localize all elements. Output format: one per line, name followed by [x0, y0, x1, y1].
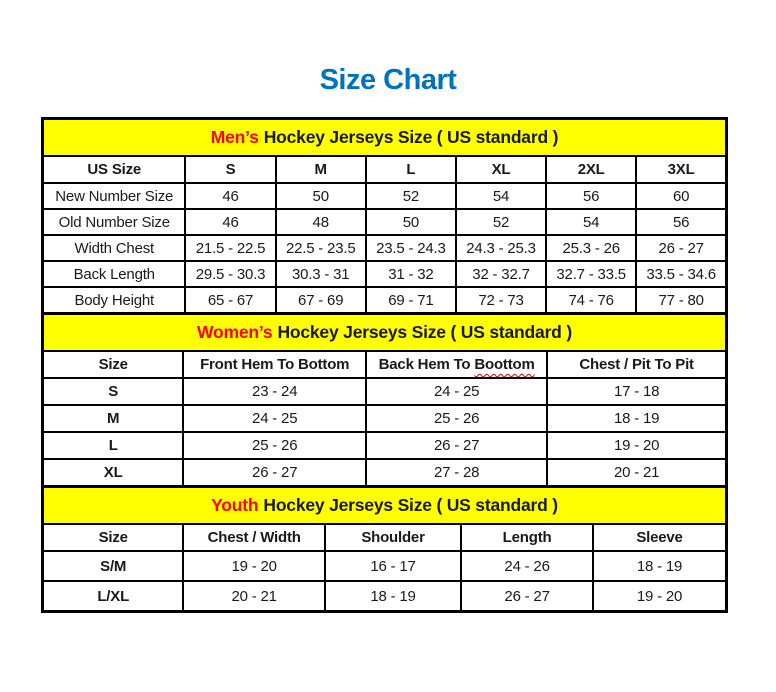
mens-header-row — [43, 156, 727, 183]
column-header: S — [185, 156, 275, 183]
cell-value: 25.3 - 26 — [546, 235, 636, 261]
cell-value: 30.3 - 31 — [276, 261, 366, 287]
cell-value: 26 - 27 — [461, 581, 593, 612]
column-header: 2XL — [546, 156, 636, 183]
mens-size-table — [41, 117, 728, 315]
cell-value: 20 - 21 — [547, 459, 726, 487]
column-header: Front Hem To Bottom — [183, 351, 366, 378]
column-header: Shoulder — [325, 524, 461, 551]
cell-value: 18 - 19 — [593, 551, 726, 581]
cell-value: 23 - 24 — [183, 378, 366, 405]
womens-title-text: Hockey Jerseys Size ( US standard ) — [277, 322, 572, 342]
cell-value: 46 — [185, 209, 275, 235]
mens-section-header — [43, 119, 727, 157]
row-label: Back Length — [43, 261, 186, 287]
row-label: XL — [43, 459, 184, 487]
row-label: S — [43, 378, 184, 405]
cell-value: 46 — [185, 183, 275, 209]
cell-value: 19 - 20 — [593, 581, 726, 612]
cell-value: 26 - 27 — [366, 432, 547, 459]
cell-value: 50 — [276, 183, 366, 209]
cell-value: 17 - 18 — [547, 378, 726, 405]
page-title: Size Chart — [319, 64, 457, 96]
youth-header-row — [43, 524, 727, 551]
row-label: Body Height — [43, 287, 186, 314]
cell-value: 54 — [546, 209, 636, 235]
column-header: M — [276, 156, 366, 183]
column-header: L — [366, 156, 456, 183]
table-row — [43, 459, 727, 487]
mens-accent-label: Men’s — [210, 127, 259, 147]
table-row — [43, 183, 727, 209]
womens-size-table — [41, 312, 728, 488]
cell-value: 27 - 28 — [366, 459, 547, 487]
column-header: Size — [43, 351, 184, 378]
cell-value: 52 — [456, 209, 546, 235]
column-header: 3XL — [636, 156, 726, 183]
cell-value: 67 - 69 — [276, 287, 366, 314]
cell-value: 60 — [636, 183, 726, 209]
cell-value: 31 - 32 — [366, 261, 456, 287]
cell-value: 18 - 19 — [547, 405, 726, 432]
misspelled-word: Boottom — [474, 356, 535, 373]
womens-accent-label: Women’s — [197, 322, 273, 342]
cell-value: 23.5 - 24.3 — [366, 235, 456, 261]
cell-value: 20 - 21 — [183, 581, 325, 612]
cell-value: 74 - 76 — [546, 287, 636, 314]
cell-value: 24 - 25 — [183, 405, 366, 432]
table-row — [43, 581, 727, 612]
row-label: L — [43, 432, 184, 459]
cell-value: 22.5 - 23.5 — [276, 235, 366, 261]
table-row — [43, 432, 727, 459]
table-row — [43, 261, 727, 287]
cell-value: 26 - 27 — [636, 235, 726, 261]
row-label: New Number Size — [43, 183, 186, 209]
column-header: Length — [461, 524, 593, 551]
row-label: L/XL — [43, 581, 184, 612]
cell-value: 50 — [366, 209, 456, 235]
row-label: Width Chest — [43, 235, 186, 261]
cell-value: 32.7 - 33.5 — [546, 261, 636, 287]
youth-size-table — [41, 485, 728, 613]
cell-value: 21.5 - 22.5 — [185, 235, 275, 261]
cell-value: 29.5 - 30.3 — [185, 261, 275, 287]
cell-value: 24 - 26 — [461, 551, 593, 581]
womens-header-row — [43, 351, 727, 378]
size-chart — [41, 117, 728, 613]
column-header: US Size — [43, 156, 186, 183]
cell-value: 72 - 73 — [456, 287, 546, 314]
column-header: Size — [43, 524, 184, 551]
cell-value: 48 — [276, 209, 366, 235]
row-label: Old Number Size — [43, 209, 186, 235]
row-label: S/M — [43, 551, 184, 581]
column-header-misspelled — [366, 351, 547, 378]
mens-section-band — [43, 119, 727, 157]
cell-value: 33.5 - 34.6 — [636, 261, 726, 287]
cell-value: 19 - 20 — [547, 432, 726, 459]
column-header: Chest / Width — [183, 524, 325, 551]
youth-section-header — [43, 487, 727, 525]
cell-value: 56 — [636, 209, 726, 235]
youth-accent-label: Youth — [211, 495, 259, 515]
column-header: XL — [456, 156, 546, 183]
cell-value: 65 - 67 — [185, 287, 275, 314]
youth-section-band — [43, 487, 727, 525]
table-row — [43, 209, 727, 235]
cell-value: 18 - 19 — [325, 581, 461, 612]
column-header: Chest / Pit To Pit — [547, 351, 726, 378]
mens-title-text: Hockey Jerseys Size ( US standard ) — [263, 127, 559, 147]
cell-value: 32 - 32.7 — [456, 261, 546, 287]
table-row — [43, 235, 727, 261]
cell-value: 25 - 26 — [366, 405, 547, 432]
cell-value: 25 - 26 — [183, 432, 366, 459]
cell-value: 69 - 71 — [366, 287, 456, 314]
cell-value: 19 - 20 — [183, 551, 325, 581]
header-prefix: Back Hem To — [378, 356, 471, 373]
cell-value: 24 - 25 — [366, 378, 547, 405]
table-row — [43, 405, 727, 432]
table-row — [43, 287, 727, 314]
youth-title-text: Hockey Jerseys Size ( US standard ) — [263, 495, 558, 515]
cell-value: 24.3 - 25.3 — [456, 235, 546, 261]
cell-value: 26 - 27 — [183, 459, 366, 487]
cell-value: 52 — [366, 183, 456, 209]
cell-value: 77 - 80 — [636, 287, 726, 314]
column-header: Sleeve — [593, 524, 726, 551]
cell-value: 54 — [456, 183, 546, 209]
cell-value: 56 — [546, 183, 636, 209]
womens-section-band — [43, 314, 727, 352]
table-row — [43, 551, 727, 581]
womens-section-header — [43, 314, 727, 352]
table-row — [43, 378, 727, 405]
cell-value: 16 - 17 — [325, 551, 461, 581]
row-label: M — [43, 405, 184, 432]
